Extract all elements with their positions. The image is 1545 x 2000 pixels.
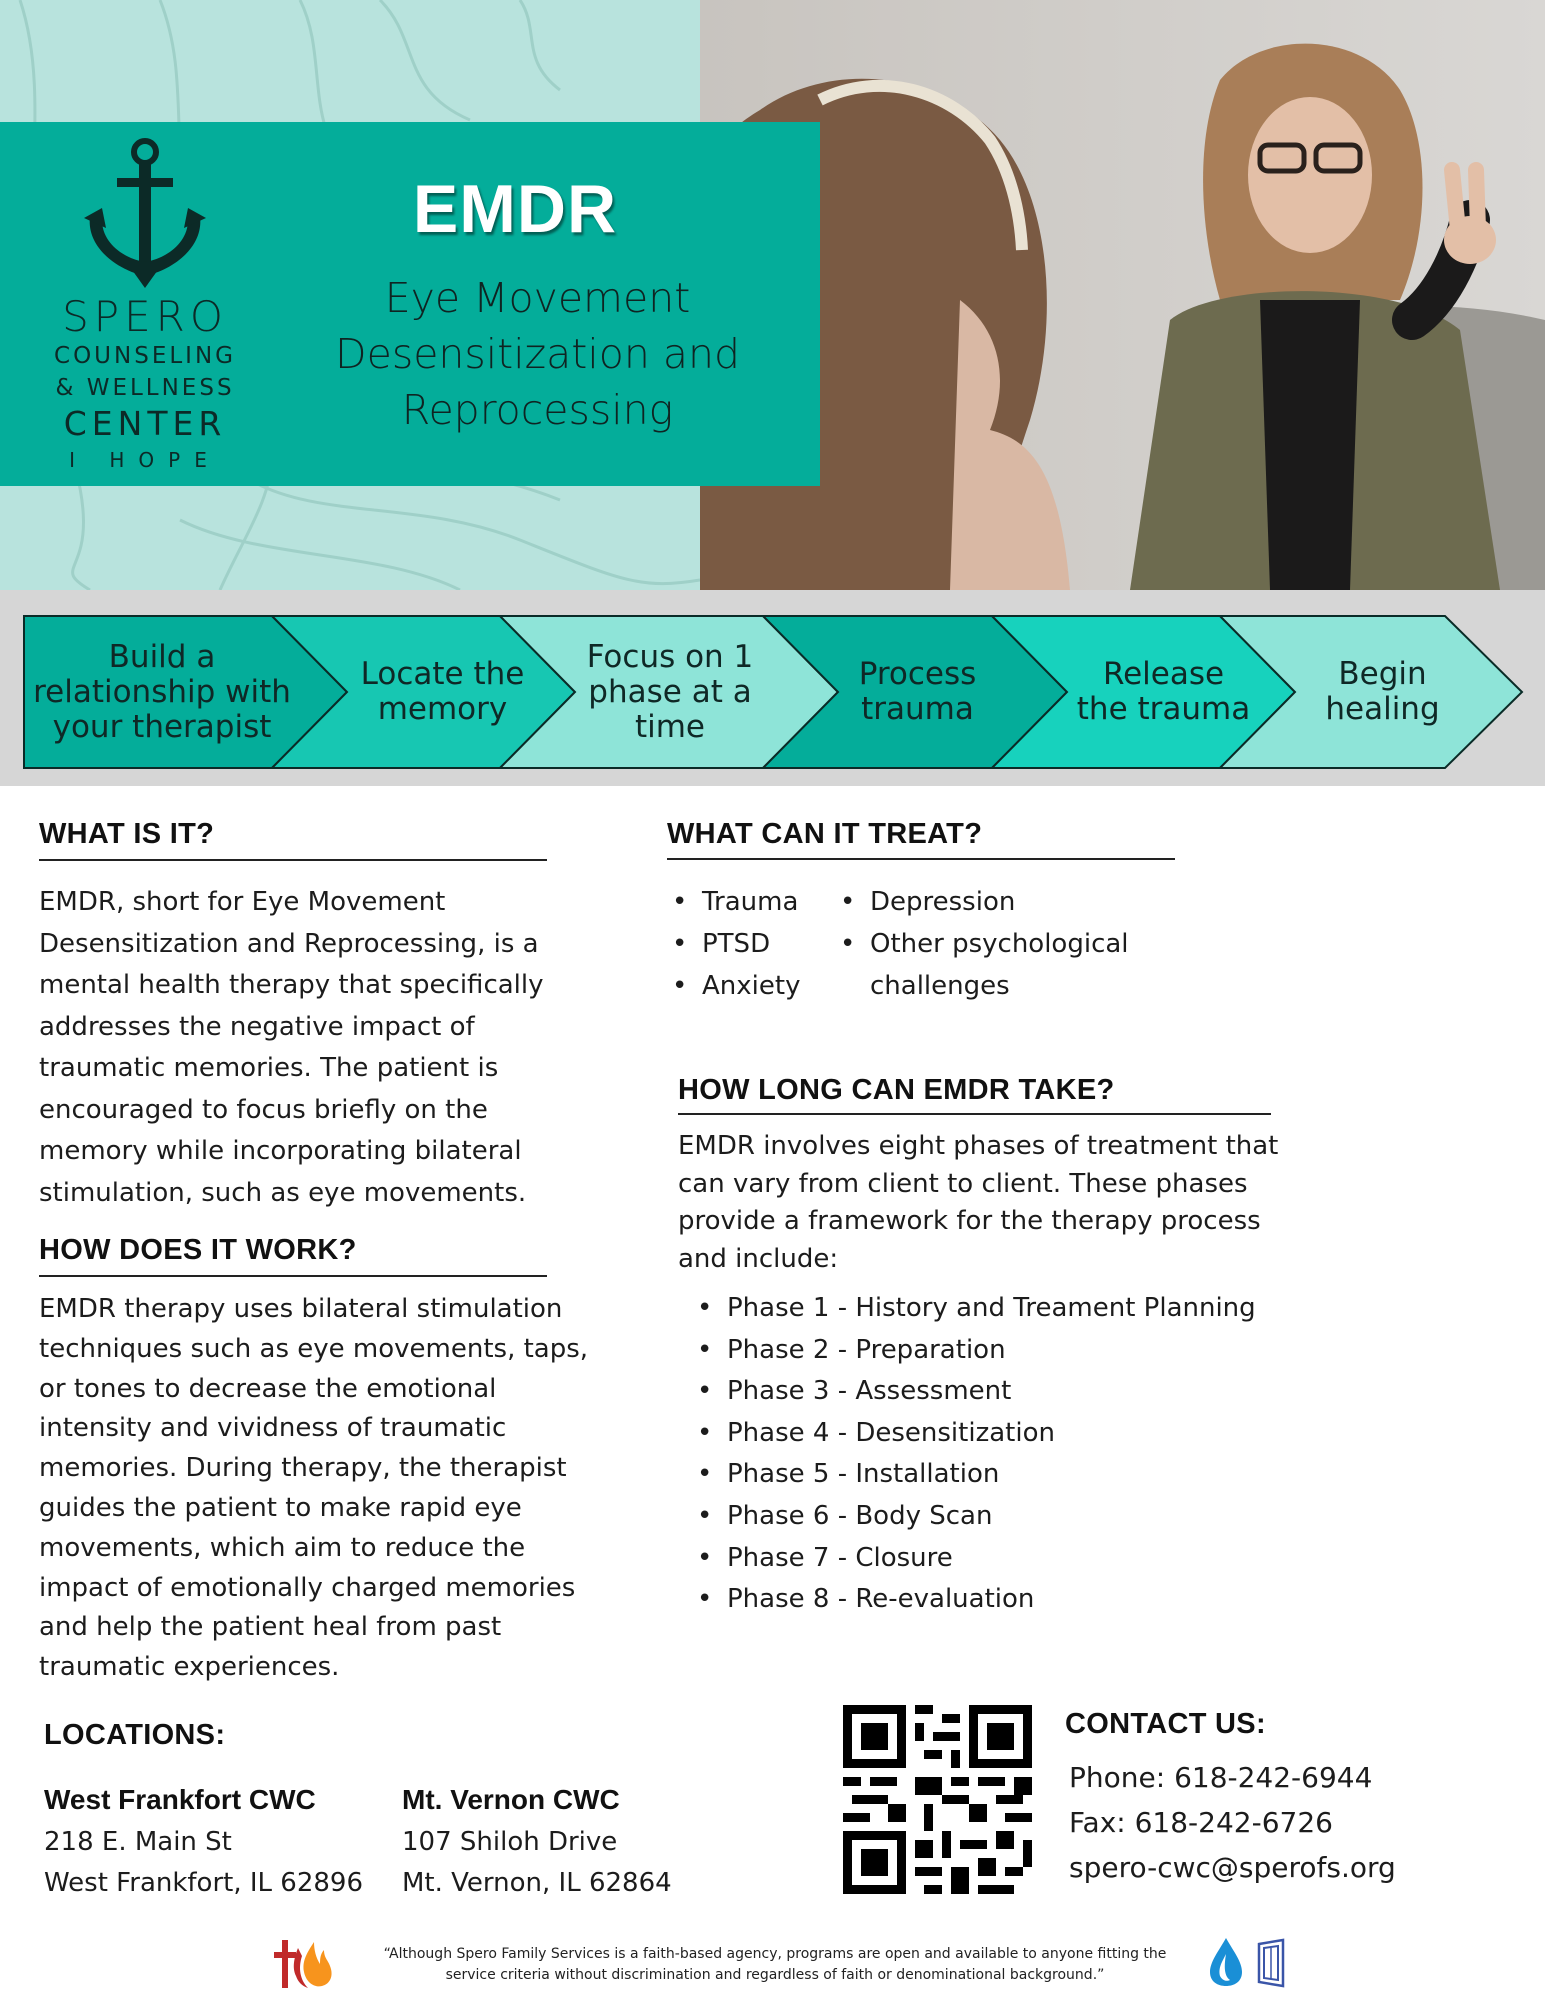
contact-email[interactable]: spero-cwc@sperofs.org xyxy=(1069,1851,1396,1884)
list-item: • PTSD xyxy=(668,923,828,965)
list-item: • Trauma xyxy=(668,881,828,923)
how-does-it-work-rule xyxy=(39,1275,547,1277)
how-does-it-work-text xyxy=(39,1290,599,1688)
disclaimer-line: “Although Spero Family Services is a faith-based agency, programs are open and available to anyone fitting the xyxy=(383,1946,1167,1962)
text-line: and include: xyxy=(678,1243,839,1274)
phase-item: • Phase 1 - History and Treament Planning xyxy=(693,1288,1293,1330)
what-is-it-heading: WHAT IS IT? xyxy=(39,818,215,850)
disclaimer-line: service criteria without discrimination and regardless of faith or denominational background.” xyxy=(445,1967,1105,1983)
location-name-mt-vernon: Mt. Vernon CWC xyxy=(402,1784,620,1815)
text-line: can vary from client to client. These phases xyxy=(678,1168,1248,1199)
step-text: memory xyxy=(377,691,508,727)
step-text: the trauma xyxy=(1076,691,1251,727)
what-can-it-treat-heading: WHAT CAN IT TREAT? xyxy=(667,818,983,850)
list-item: • Anxiety xyxy=(668,965,828,1007)
how-does-it-work-heading: HOW DOES IT WORK? xyxy=(39,1234,357,1266)
step-text: Process xyxy=(858,656,977,692)
phase-item: • Phase 7 - Closure xyxy=(693,1538,1293,1580)
phase-item: • Phase 5 - Installation xyxy=(693,1454,1293,1496)
text-line: or tones to decrease the emotional xyxy=(39,1373,497,1404)
text-line: provide a framework for the therapy process xyxy=(678,1206,1261,1236)
text-line: encouraged to focus briefly on the xyxy=(39,1094,488,1125)
list-item xyxy=(836,923,1156,1007)
locations-heading: LOCATIONS: xyxy=(44,1719,226,1751)
step-text: Begin xyxy=(1338,656,1427,692)
anchor-icon xyxy=(82,138,208,288)
step-text: phase at a xyxy=(588,673,752,710)
text-line: movements, which aim to reduce the xyxy=(39,1532,526,1563)
process-band xyxy=(0,590,1545,786)
text-line: Desensitization and Reprocessing, is a xyxy=(39,928,539,959)
text-line: and help the patient heal from past xyxy=(39,1612,502,1643)
step-text: Release xyxy=(1102,656,1225,692)
phase-list xyxy=(693,1288,1293,1621)
text-line: addresses the negative impact of xyxy=(39,1011,475,1042)
step-text: time xyxy=(634,708,706,745)
location-city-mt-vernon: Mt. Vernon, IL 62864 xyxy=(402,1868,672,1898)
step-text: Focus on 1 xyxy=(586,638,754,675)
how-long-intro xyxy=(678,1128,1298,1278)
step-begin-healing xyxy=(1290,616,1475,768)
logo-wordmark xyxy=(40,294,250,476)
step-text: your therapist xyxy=(52,708,272,745)
text-line: impact of emotionally charged memories xyxy=(39,1572,576,1603)
phase-item: • Phase 8 - Re-evaluation xyxy=(693,1579,1293,1621)
text-line: techniques such as eye movements, taps, xyxy=(39,1333,589,1364)
text-line: EMDR therapy uses bilateral stimulation xyxy=(39,1294,563,1324)
list-item-line: challenges xyxy=(870,971,1010,1001)
location-street-mt-vernon: 107 Shiloh Drive xyxy=(402,1827,618,1857)
phase-item: • Phase 3 - Assessment xyxy=(693,1371,1293,1413)
list-item: • Depression xyxy=(836,881,1156,923)
text-line: traumatic experiences. xyxy=(39,1652,340,1683)
text-line: memories. During therapy, the therapist xyxy=(39,1453,567,1484)
location-street-west-frankfort: 218 E. Main St xyxy=(44,1827,232,1857)
location-city-west-frankfort: West Frankfort, IL 62896 xyxy=(44,1868,364,1898)
subtitle-line: Reprocessing xyxy=(401,386,674,434)
text-line: EMDR, short for Eye Movement xyxy=(39,887,446,917)
phase-item: • Phase 4 - Desensitization xyxy=(693,1413,1293,1455)
qr-code[interactable] xyxy=(843,1705,1032,1894)
step-text: trauma xyxy=(861,691,974,727)
footer-disclaimer xyxy=(345,1944,1205,1986)
text-line: guides the patient to make rapid eye xyxy=(39,1492,522,1523)
text-line: memory while incorporating bilateral xyxy=(39,1136,522,1166)
text-line: mental health therapy that specifically xyxy=(39,970,544,1000)
contact-phone[interactable]: Phone: 618-242-6944 xyxy=(1069,1761,1373,1794)
step-process-trauma xyxy=(825,616,1010,768)
list-item-line: • Other psychological xyxy=(870,929,1129,959)
text-line: EMDR involves eight phases of treatment that xyxy=(678,1131,1279,1161)
church-door-icon xyxy=(1256,1938,1286,1988)
step-locate-memory xyxy=(345,616,540,768)
contact-heading: CONTACT US: xyxy=(1065,1708,1266,1740)
subtitle-line: Eye Movement xyxy=(384,274,691,322)
therapist-photo xyxy=(700,0,1545,590)
what-is-it-rule xyxy=(39,859,547,861)
how-long-heading: HOW LONG CAN EMDR TAKE? xyxy=(678,1074,1115,1106)
what-is-it-text xyxy=(39,882,559,1214)
logo-line2: COUNSELING xyxy=(54,343,236,369)
step-release-trauma xyxy=(1060,616,1267,768)
step-text: Build a xyxy=(108,638,216,675)
what-can-it-treat-rule xyxy=(667,858,1175,860)
logo-tagline: I HOPE xyxy=(69,448,221,472)
title-banner xyxy=(0,122,820,486)
treat-list-col2 xyxy=(836,881,1156,1007)
how-long-rule xyxy=(678,1113,1271,1115)
text-line: intensity and vividness of traumatic xyxy=(39,1413,507,1444)
subtitle-line: Desensitization and xyxy=(335,330,740,378)
step-text: relationship with xyxy=(33,673,291,710)
step-focus-phase xyxy=(570,616,770,768)
water-drop-icon xyxy=(1208,1936,1244,1988)
logo-line3: & WELLNESS xyxy=(55,375,235,401)
treat-list-col1 xyxy=(668,881,828,1007)
location-name-west-frankfort: West Frankfort CWC xyxy=(44,1784,316,1815)
step-text: Locate the xyxy=(360,656,525,692)
phase-item: • Phase 6 - Body Scan xyxy=(693,1496,1293,1538)
page-title: EMDR xyxy=(412,171,618,247)
spero-logo xyxy=(40,134,250,474)
logo-line4: CENTER xyxy=(63,404,227,443)
page-subtitle xyxy=(300,270,775,438)
phase-item: • Phase 2 - Preparation xyxy=(693,1330,1293,1372)
logo-line1: SPERO xyxy=(62,292,228,341)
text-line: stimulation, such as eye movements. xyxy=(39,1177,527,1208)
step-build-relationship xyxy=(24,616,300,768)
text-line: traumatic memories. The patient is xyxy=(39,1053,499,1083)
photo-illustration xyxy=(700,0,1545,590)
contact-fax: Fax: 618-242-6726 xyxy=(1069,1806,1333,1839)
cross-flame-icon xyxy=(268,1936,340,1992)
step-text: healing xyxy=(1325,691,1440,727)
